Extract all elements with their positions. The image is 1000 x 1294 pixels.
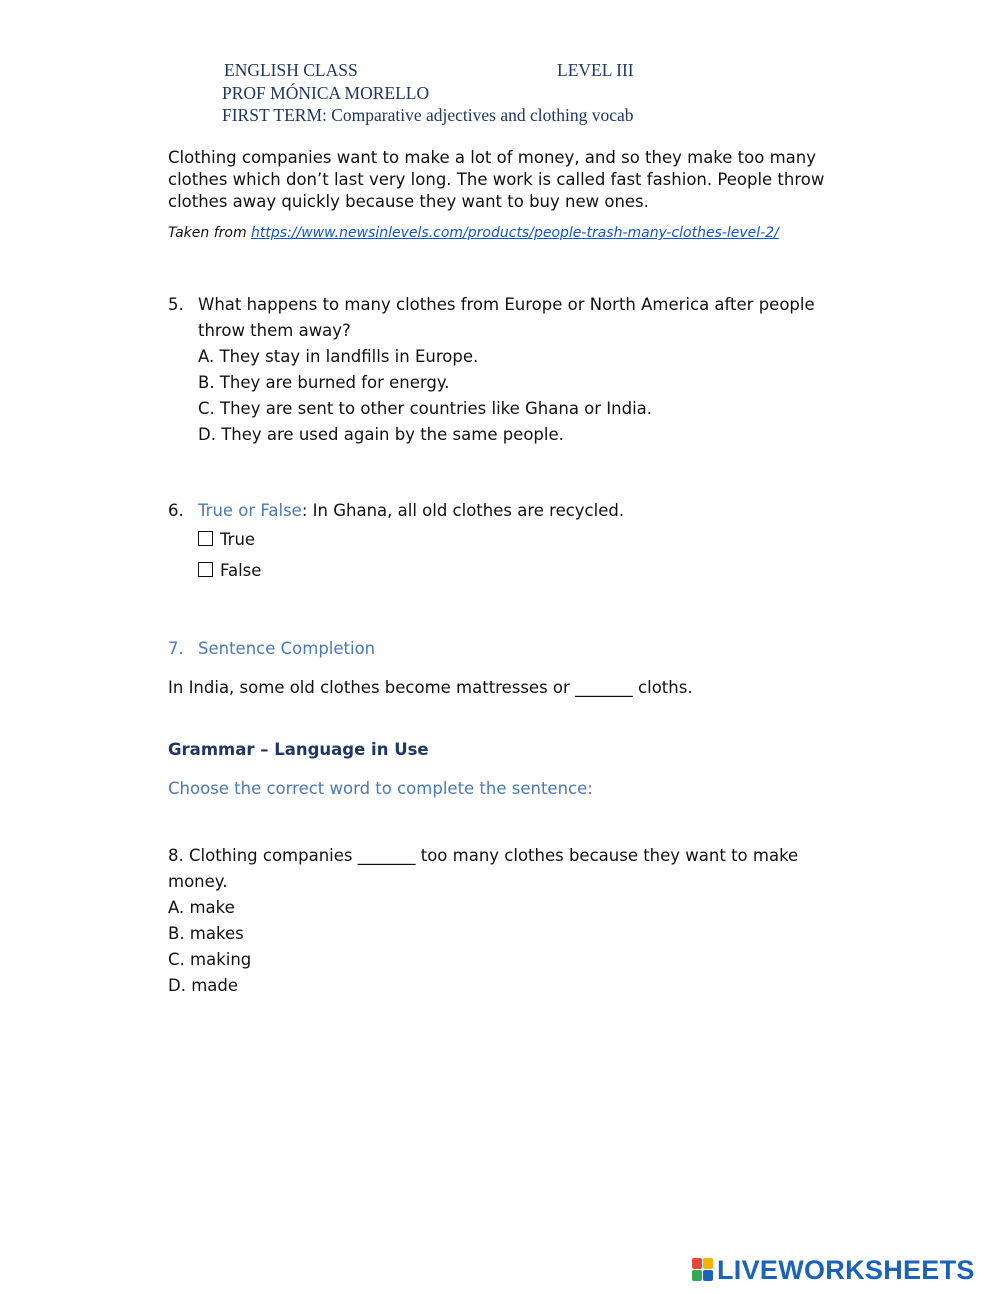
source-line (168, 225, 779, 241)
question-text: What happens to many clothes from Europe or North America after people throw them away? (198, 295, 815, 340)
option-c[interactable]: C. making (168, 950, 252, 969)
option-a[interactable]: A. make (168, 898, 235, 917)
liveworksheets-logo-icon (692, 1258, 714, 1282)
worksheet-header (222, 59, 634, 127)
true-false-label: True or False (198, 501, 302, 520)
intro-paragraph: Clothing companies want to make a lot of money, and so they make too many clothes which don’t last very long. The work is called fast fashion. People throw clothes away quickly because they want to buy new ones. (168, 148, 825, 211)
term-title: FIRST TERM: Comparative adjectives and clothing vocab (222, 105, 634, 125)
option-a[interactable]: A. They stay in landfills in Europe. (198, 347, 479, 366)
question-number: 5. (168, 295, 184, 314)
grammar-title: Grammar – Language in Use (168, 740, 429, 759)
liveworksheets-logo[interactable] (692, 1254, 975, 1286)
logo-text: LIVEWORKSHEETS (717, 1254, 975, 1285)
option-label: True (220, 530, 256, 549)
checkbox-icon[interactable] (198, 562, 213, 577)
option-label: False (220, 560, 262, 580)
option-d[interactable]: D. They are used again by the same people. (198, 425, 564, 444)
question-7-heading (168, 636, 828, 662)
teacher-name: PROF MÓNICA MORELLO (222, 82, 430, 103)
grammar-instruction: Choose the correct word to complete the sentence: (168, 779, 593, 798)
checkbox-icon[interactable] (198, 531, 213, 546)
question-6 (168, 498, 828, 586)
question-5 (168, 292, 828, 448)
question-number: 7. (168, 639, 184, 658)
option-true[interactable] (198, 525, 828, 556)
level-label: LEVEL III (557, 60, 634, 80)
option-false[interactable] (198, 556, 828, 587)
option-c[interactable]: C. They are sent to other countries like Ghana or India. (198, 399, 653, 418)
option-b[interactable]: B. They are burned for energy. (198, 373, 450, 392)
question-8 (168, 843, 838, 999)
option-d[interactable]: D. made (168, 976, 239, 995)
question-7-sentence: In India, some old clothes become mattresses or _______ cloths. (168, 678, 693, 697)
sentence-completion-label: Sentence Completion (198, 639, 376, 658)
class-label: ENGLISH CLASS (224, 60, 358, 80)
question-number: 6. (168, 501, 184, 520)
question-text: 8. Clothing companies _______ too many clothes because they want to make money. (168, 846, 799, 891)
question-statement: : In Ghana, all old clothes are recycled. (301, 501, 625, 520)
source-prefix: Taken from (168, 225, 252, 241)
source-link[interactable]: https://www.newsinlevels.com/products/people-trash-many-clothes-level-2/ (251, 225, 779, 241)
option-b[interactable]: B. makes (168, 924, 244, 943)
